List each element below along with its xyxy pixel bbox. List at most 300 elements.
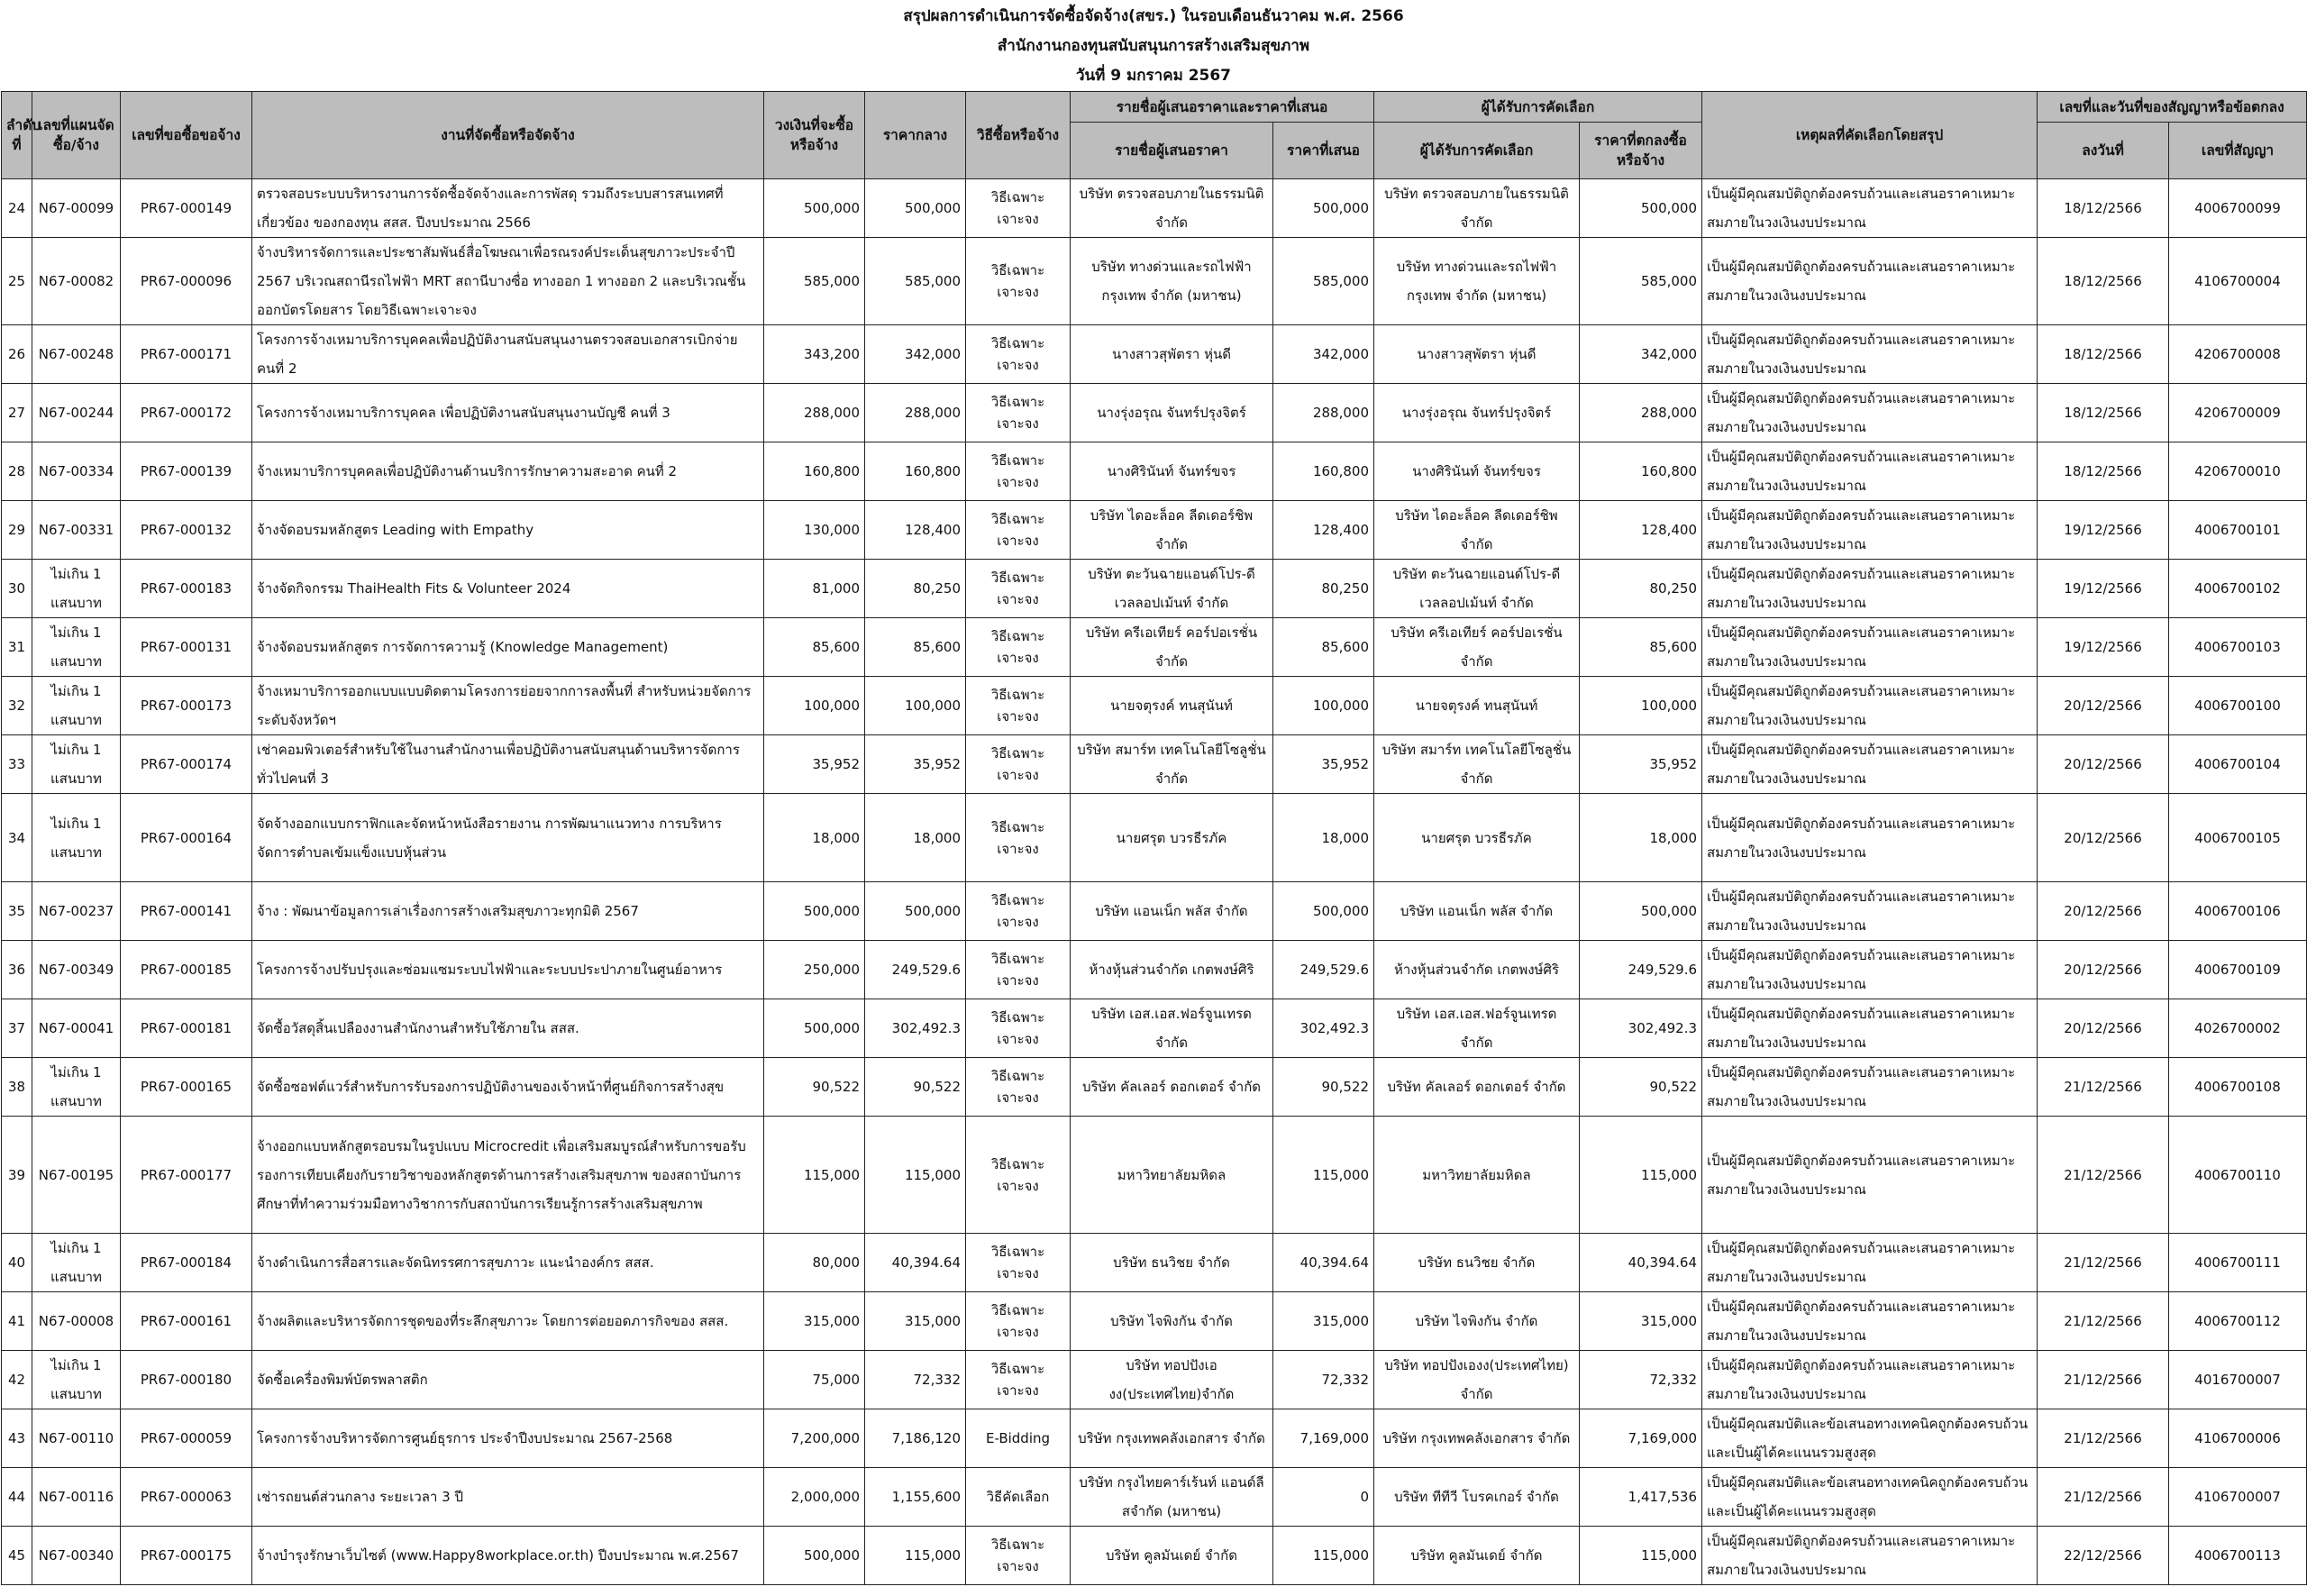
cell-agreed-price: 288,000 (1580, 384, 1702, 442)
cell-pr-no: PR67-000096 (121, 238, 252, 325)
cell-plan-no: N67-00082 (32, 238, 121, 325)
cell-work: จ้างจัดกิจกรรม ThaiHealth Fits & Volunteer 2024 (252, 560, 764, 618)
col-contract-no: เลขที่สัญญา (2169, 123, 2307, 179)
cell-bid-price: 500,000 (1273, 179, 1374, 238)
table-row (2, 1351, 2307, 1409)
cell-contract-no: 4006700104 (2169, 735, 2307, 794)
cell-pr-no: PR67-000141 (121, 882, 252, 941)
cell-pr-no: PR67-000173 (121, 677, 252, 735)
cell-budget: 130,000 (764, 501, 865, 560)
cell-method: วิธีเฉพาะเจาะจง (966, 1234, 1071, 1292)
cell-bid-price: 288,000 (1273, 384, 1374, 442)
cell-budget: 500,000 (764, 882, 865, 941)
cell-contract-date: 20/12/2566 (2038, 941, 2169, 999)
table-row (2, 677, 2307, 735)
cell-bidder-name: นายศรุต บวรธีรภัค (1071, 794, 1273, 882)
cell-plan-no: N67-00195 (32, 1117, 121, 1234)
cell-method: วิธีคัดเลือก (966, 1468, 1071, 1527)
cell-selected-name: นายจตุรงค์ ทนสุนันท์ (1374, 677, 1580, 735)
cell-no: 28 (2, 442, 32, 501)
cell-selected-name: บริษัท คัลเลอร์ ดอกเตอร์ จำกัด (1374, 1058, 1580, 1117)
cell-reason: เป็นผู้มีคุณสมบัติถูกต้องครบถ้วนและเสนอราคาเหมาะสมภายในวงเงินงบประมาณ (1702, 560, 2038, 618)
table-row (2, 735, 2307, 794)
cell-bidder-name: บริษัท สมาร์ท เทคโนโลยีโซลูชั่น จำกัด (1071, 735, 1273, 794)
cell-bidder-name: บริษัท ครีเอเทียร์ คอร์ปอเรชั่น จำกัด (1071, 618, 1273, 677)
table-row (2, 1058, 2307, 1117)
cell-bidder-name: ห้างหุ้นส่วนจำกัด เกตพงษ์ศิริ (1071, 941, 1273, 999)
cell-selected-name: ห้างหุ้นส่วนจำกัด เกตพงษ์ศิริ (1374, 941, 1580, 999)
cell-method: วิธีเฉพาะเจาะจง (966, 1351, 1071, 1409)
cell-agreed-price: 115,000 (1580, 1527, 1702, 1585)
cell-pr-no: PR67-000180 (121, 1351, 252, 1409)
cell-reason: เป็นผู้มีคุณสมบัติถูกต้องครบถ้วนและเสนอราคาเหมาะสมภายในวงเงินงบประมาณ (1702, 1292, 2038, 1351)
cell-selected-name: มหาวิทยาลัยมหิดล (1374, 1117, 1580, 1234)
cell-no: 31 (2, 618, 32, 677)
cell-agreed-price: 500,000 (1580, 882, 1702, 941)
cell-budget: 288,000 (764, 384, 865, 442)
cell-selected-name: บริษัท ทีทีวี โบรคเกอร์ จำกัด (1374, 1468, 1580, 1527)
cell-reason: เป็นผู้มีคุณสมบัติถูกต้องครบถ้วนและเสนอราคาเหมาะสมภายในวงเงินงบประมาณ (1702, 179, 2038, 238)
cell-selected-name: บริษัท ทอปปังเองง(ประเทศไทย) จำกัด (1374, 1351, 1580, 1409)
cell-contract-date: 21/12/2566 (2038, 1292, 2169, 1351)
cell-no: 27 (2, 384, 32, 442)
cell-work: โครงการจ้างปรับปรุงและซ่อมแซมระบบไฟฟ้าและระบบประปาภายในศูนย์อาหาร (252, 941, 764, 999)
cell-method: วิธีเฉพาะเจาะจง (966, 384, 1071, 442)
cell-method: วิธีเฉพาะเจาะจง (966, 238, 1071, 325)
cell-method: E-Bidding (966, 1409, 1071, 1468)
cell-no: 40 (2, 1234, 32, 1292)
cell-budget: 81,000 (764, 560, 865, 618)
cell-contract-no: 4006700100 (2169, 677, 2307, 735)
cell-bidder-name: บริษัท ธนวิชย จำกัด (1071, 1234, 1273, 1292)
cell-reason: เป็นผู้มีคุณสมบัติถูกต้องครบถ้วนและเสนอราคาเหมาะสมภายในวงเงินงบประมาณ (1702, 442, 2038, 501)
document-header (0, 0, 2307, 91)
cell-median-price: 585,000 (865, 238, 966, 325)
cell-work: จ้างเหมาบริการบุคคลเพื่อปฏิบัติงานด้านบริการรักษาความสะอาด คนที่ 2 (252, 442, 764, 501)
table-row (2, 618, 2307, 677)
cell-pr-no: PR67-000184 (121, 1234, 252, 1292)
cell-work: โครงการจ้างเหมาบริการบุคคลเพื่อปฏิบัติงานสนับสนุนงานตรวจสอบเอกสารเบิกจ่าย คนที่ 2 (252, 325, 764, 384)
cell-reason: เป็นผู้มีคุณสมบัติถูกต้องครบถ้วนและเสนอราคาเหมาะสมภายในวงเงินงบประมาณ (1702, 1058, 2038, 1117)
cell-plan-no: ไม่เกิน 1 แสนบาท (32, 560, 121, 618)
cell-bid-price: 18,000 (1273, 794, 1374, 882)
table-row (2, 941, 2307, 999)
cell-median-price: 100,000 (865, 677, 966, 735)
cell-reason: เป็นผู้มีคุณสมบัติถูกต้องครบถ้วนและเสนอราคาเหมาะสมภายในวงเงินงบประมาณ (1702, 999, 2038, 1058)
cell-agreed-price: 80,250 (1580, 560, 1702, 618)
cell-method: วิธีเฉพาะเจาะจง (966, 1292, 1071, 1351)
cell-median-price: 40,394.64 (865, 1234, 966, 1292)
col-bid-price: ราคาที่เสนอ (1273, 123, 1374, 179)
cell-pr-no: PR67-000174 (121, 735, 252, 794)
cell-contract-date: 20/12/2566 (2038, 677, 2169, 735)
cell-work: จ้างออกแบบหลักสูตรอบรมในรูปแบบ Microcredit เพื่อเสริมสมบูรณ์สำหรับการขอรับรองการเทียบเคียงกับรายวิชาของหลักสูตรด้านการสร้างเสริมสุขภาพ ของสถาบันการศึกษาที่ทำความร่วมมือทางวิชาการกับสถาบันการเรียนรู้การสร้างเสริมสุขภาพ (252, 1117, 764, 1234)
cell-bidder-name: นางศิรินันท์ จันทร์ขจร (1071, 442, 1273, 501)
cell-reason: เป็นผู้มีคุณสมบัติถูกต้องครบถ้วนและเสนอราคาเหมาะสมภายในวงเงินงบประมาณ (1702, 941, 2038, 999)
cell-reason: เป็นผู้มีคุณสมบัติและข้อเสนอทางเทคนิคถูกต้องครบถ้วนและเป็นผู้ได้คะแนนรวมสูงสุด (1702, 1468, 2038, 1527)
cell-work: เช่าคอมพิวเตอร์สำหรับใช้ในงานสำนักงานเพื่อปฏิบัติงานสนับสนุนด้านบริหารจัดการทั่วไปคนที่ 3 (252, 735, 764, 794)
col-agreed-price: ราคาที่ตกลงซื้อหรือจ้าง (1580, 123, 1702, 179)
cell-median-price: 115,000 (865, 1117, 966, 1234)
cell-pr-no: PR67-000132 (121, 501, 252, 560)
cell-work: โครงการจ้างเหมาบริการบุคคล เพื่อปฏิบัติงานสนับสนุนงานบัญชี คนที่ 3 (252, 384, 764, 442)
cell-agreed-price: 249,529.6 (1580, 941, 1702, 999)
cell-bid-price: 72,332 (1273, 1351, 1374, 1409)
cell-no: 44 (2, 1468, 32, 1527)
cell-no: 32 (2, 677, 32, 735)
cell-contract-no: 4006700111 (2169, 1234, 2307, 1292)
cell-contract-date: 19/12/2566 (2038, 501, 2169, 560)
cell-budget: 115,000 (764, 1117, 865, 1234)
cell-contract-date: 21/12/2566 (2038, 1409, 2169, 1468)
cell-budget: 160,800 (764, 442, 865, 501)
cell-budget: 500,000 (764, 179, 865, 238)
cell-contract-no: 4006700108 (2169, 1058, 2307, 1117)
cell-pr-no: PR67-000177 (121, 1117, 252, 1234)
cell-method: วิธีเฉพาะเจาะจง (966, 325, 1071, 384)
cell-contract-date: 21/12/2566 (2038, 1117, 2169, 1234)
cell-bidder-name: นายจตุรงค์ ทนสุนันท์ (1071, 677, 1273, 735)
cell-median-price: 315,000 (865, 1292, 966, 1351)
cell-plan-no: ไม่เกิน 1 แสนบาท (32, 1234, 121, 1292)
cell-bid-price: 0 (1273, 1468, 1374, 1527)
cell-contract-date: 18/12/2566 (2038, 238, 2169, 325)
cell-pr-no: PR67-000181 (121, 999, 252, 1058)
table-row (2, 1234, 2307, 1292)
table-header (2, 92, 2307, 179)
document-title: สรุปผลการดำเนินการจัดซื้อจัดจ้าง(สขร.) ในรอบเดือนธันวาคม พ.ศ. 2566 (903, 7, 1404, 25)
cell-median-price: 249,529.6 (865, 941, 966, 999)
cell-agreed-price: 302,492.3 (1580, 999, 1702, 1058)
cell-contract-no: 4006700109 (2169, 941, 2307, 999)
cell-reason: เป็นผู้มีคุณสมบัติถูกต้องครบถ้วนและเสนอราคาเหมาะสมภายในวงเงินงบประมาณ (1702, 325, 2038, 384)
cell-plan-no: N67-00340 (32, 1527, 121, 1585)
cell-no: 37 (2, 999, 32, 1058)
cell-work: จ้างผลิตและบริหารจัดการชุดของที่ระลึกสุขภาวะ โดยการต่อยอดภารกิจของ สสส. (252, 1292, 764, 1351)
cell-no: 43 (2, 1409, 32, 1468)
cell-pr-no: PR67-000059 (121, 1409, 252, 1468)
cell-selected-name: บริษัท กรุงเทพคลังเอกสาร จำกัด (1374, 1409, 1580, 1468)
table-row (2, 560, 2307, 618)
cell-no: 39 (2, 1117, 32, 1234)
cell-plan-no: N67-00237 (32, 882, 121, 941)
cell-bid-price: 315,000 (1273, 1292, 1374, 1351)
table-row (2, 1117, 2307, 1234)
cell-budget: 500,000 (764, 999, 865, 1058)
cell-method: วิธีเฉพาะเจาะจง (966, 794, 1071, 882)
cell-work: จ้างจัดอบรมหลักสูตร การจัดการความรู้ (Knowledge Management) (252, 618, 764, 677)
cell-work: จ้างบำรุงรักษาเว็บไซต์ (www.Happy8workplace.or.th) ปีงบประมาณ พ.ศ.2567 (252, 1527, 764, 1585)
cell-agreed-price: 85,600 (1580, 618, 1702, 677)
cell-method: วิธีเฉพาะเจาะจง (966, 1058, 1071, 1117)
cell-selected-name: นางรุ่งอรุณ จันทร์ปรุงจิตร์ (1374, 384, 1580, 442)
cell-contract-no: 4016700007 (2169, 1351, 2307, 1409)
cell-contract-no: 4206700008 (2169, 325, 2307, 384)
cell-pr-no: PR67-000172 (121, 384, 252, 442)
cell-pr-no: PR67-000185 (121, 941, 252, 999)
cell-median-price: 115,000 (865, 1527, 966, 1585)
cell-selected-name: บริษัท ครีเอเทียร์ คอร์ปอเรชั่น จำกัด (1374, 618, 1580, 677)
cell-contract-no: 4006700102 (2169, 560, 2307, 618)
cell-selected-name: นางสาวสุพัตรา หุ่นดี (1374, 325, 1580, 384)
cell-median-price: 288,000 (865, 384, 966, 442)
cell-agreed-price: 160,800 (1580, 442, 1702, 501)
cell-budget: 85,600 (764, 618, 865, 677)
table-row (2, 384, 2307, 442)
cell-bid-price: 302,492.3 (1273, 999, 1374, 1058)
cell-pr-no: PR67-000171 (121, 325, 252, 384)
table-row (2, 179, 2307, 238)
cell-work: จัดจ้างออกแบบกราฟิกและจัดหน้าหนังสือรายงาน การพัฒนาแนวทาง การบริหารจัดการตำบลเข้มแข็งแบบหุ้นส่วน (252, 794, 764, 882)
cell-method: วิธีเฉพาะเจาะจง (966, 560, 1071, 618)
cell-bidder-name: บริษัท เอส.เอส.ฟอร์จูนเทรด จำกัด (1071, 999, 1273, 1058)
cell-reason: เป็นผู้มีคุณสมบัติถูกต้องครบถ้วนและเสนอราคาเหมาะสมภายในวงเงินงบประมาณ (1702, 501, 2038, 560)
cell-selected-name: บริษัท สมาร์ท เทคโนโลยีโซลูชั่น จำกัด (1374, 735, 1580, 794)
cell-no: 34 (2, 794, 32, 882)
cell-contract-no: 4006700106 (2169, 882, 2307, 941)
cell-agreed-price: 7,169,000 (1580, 1409, 1702, 1468)
cell-plan-no: N67-00244 (32, 384, 121, 442)
cell-selected-name: บริษัท ไจพิงกัน จำกัด (1374, 1292, 1580, 1351)
cell-budget: 90,522 (764, 1058, 865, 1117)
table-row (2, 1292, 2307, 1351)
cell-reason: เป็นผู้มีคุณสมบัติถูกต้องครบถ้วนและเสนอราคาเหมาะสมภายในวงเงินงบประมาณ (1702, 384, 2038, 442)
cell-agreed-price: 315,000 (1580, 1292, 1702, 1351)
cell-plan-no: N67-00041 (32, 999, 121, 1058)
cell-contract-date: 21/12/2566 (2038, 1234, 2169, 1292)
cell-no: 35 (2, 882, 32, 941)
cell-plan-no: N67-00116 (32, 1468, 121, 1527)
cell-budget: 7,200,000 (764, 1409, 865, 1468)
cell-work: จ้างเหมาบริการออกแบบแบบติดตามโครงการย่อยจากการลงพื้นที่ สำหรับหน่วยจัดการระดับจังหวัดฯ (252, 677, 764, 735)
cell-bidder-name: นางสาวสุพัตรา หุ่นดี (1071, 325, 1273, 384)
cell-work: จ้าง : พัฒนาข้อมูลการเล่าเรื่องการสร้างเสริมสุขภาวะทุกมิติ 2567 (252, 882, 764, 941)
col-work: งานที่จัดซื้อหรือจัดจ้าง (252, 92, 764, 179)
document-date: วันที่ 9 มกราคม 2567 (1075, 67, 1232, 85)
cell-selected-name: นางศิรินันท์ จันทร์ขจร (1374, 442, 1580, 501)
cell-work: จัดซื้อซอฟต์แวร์สำหรับการรับรองการปฏิบัติงานของเจ้าหน้าที่ศูนย์กิจการสร้างสุข (252, 1058, 764, 1117)
cell-median-price: 72,332 (865, 1351, 966, 1409)
table-row (2, 501, 2307, 560)
cell-agreed-price: 72,332 (1580, 1351, 1702, 1409)
cell-budget: 2,000,000 (764, 1468, 865, 1527)
cell-bid-price: 80,250 (1273, 560, 1374, 618)
cell-bid-price: 249,529.6 (1273, 941, 1374, 999)
cell-budget: 315,000 (764, 1292, 865, 1351)
cell-plan-no: N67-00008 (32, 1292, 121, 1351)
cell-contract-no: 4006700110 (2169, 1117, 2307, 1234)
cell-method: วิธีเฉพาะเจาะจง (966, 882, 1071, 941)
table-row (2, 442, 2307, 501)
table-row (2, 1468, 2307, 1527)
cell-selected-name: บริษัท ตรวจสอบภายในธรรมนิติ จำกัด (1374, 179, 1580, 238)
cell-bidder-name: บริษัท ไจพิงกัน จำกัด (1071, 1292, 1273, 1351)
col-contract-date: ลงวันที่ (2038, 123, 2169, 179)
cell-median-price: 80,250 (865, 560, 966, 618)
col-bidder-name: รายชื่อผู้เสนอราคา (1071, 123, 1273, 179)
cell-bidder-name: บริษัท แอนเน็ก พลัส จำกัด (1071, 882, 1273, 941)
cell-selected-name: บริษัท ไดอะล็อค ลีดเดอร์ชิพ จำกัด (1374, 501, 1580, 560)
cell-median-price: 160,800 (865, 442, 966, 501)
cell-plan-no: ไม่เกิน 1 แสนบาท (32, 1351, 121, 1409)
table-row (2, 794, 2307, 882)
cell-work: จัดซื้อวัสดุสิ้นเปลืองงานสำนักงานสำหรับใช้ภายใน สสส. (252, 999, 764, 1058)
cell-work: จัดซื้อเครื่องพิมพ์บัตรพลาสติก (252, 1351, 764, 1409)
cell-agreed-price: 342,000 (1580, 325, 1702, 384)
cell-reason: เป็นผู้มีคุณสมบัติถูกต้องครบถ้วนและเสนอราคาเหมาะสมภายในวงเงินงบประมาณ (1702, 618, 2038, 677)
cell-median-price: 7,186,120 (865, 1409, 966, 1468)
cell-contract-no: 4006700113 (2169, 1527, 2307, 1585)
cell-agreed-price: 128,400 (1580, 501, 1702, 560)
cell-agreed-price: 35,952 (1580, 735, 1702, 794)
cell-bid-price: 90,522 (1273, 1058, 1374, 1117)
cell-contract-no: 4006700099 (2169, 179, 2307, 238)
cell-reason: เป็นผู้มีคุณสมบัติถูกต้องครบถ้วนและเสนอราคาเหมาะสมภายในวงเงินงบประมาณ (1702, 794, 2038, 882)
cell-median-price: 500,000 (865, 882, 966, 941)
cell-contract-no: 4006700101 (2169, 501, 2307, 560)
cell-selected-name: บริษัท ทางด่วนและรถไฟฟ้ากรุงเทพ จำกัด (มหาชน) (1374, 238, 1580, 325)
cell-reason: เป็นผู้มีคุณสมบัติถูกต้องครบถ้วนและเสนอราคาเหมาะสมภายในวงเงินงบประมาณ (1702, 882, 2038, 941)
cell-contract-date: 20/12/2566 (2038, 735, 2169, 794)
cell-method: วิธีเฉพาะเจาะจง (966, 1527, 1071, 1585)
cell-budget: 35,952 (764, 735, 865, 794)
cell-agreed-price: 40,394.64 (1580, 1234, 1702, 1292)
col-method: วิธีซื้อหรือจ้าง (966, 92, 1071, 179)
cell-contract-date: 19/12/2566 (2038, 618, 2169, 677)
cell-median-price: 128,400 (865, 501, 966, 560)
cell-reason: เป็นผู้มีคุณสมบัติถูกต้องครบถ้วนและเสนอราคาเหมาะสมภายในวงเงินงบประมาณ (1702, 735, 2038, 794)
cell-reason: เป็นผู้มีคุณสมบัติถูกต้องครบถ้วนและเสนอราคาเหมาะสมภายในวงเงินงบประมาณ (1702, 677, 2038, 735)
cell-plan-no: N67-00099 (32, 179, 121, 238)
cell-pr-no: PR67-000131 (121, 618, 252, 677)
cell-contract-no: 4026700002 (2169, 999, 2307, 1058)
cell-bidder-name: บริษัท กรุงไทยคาร์เร้นท์ แอนด์ลีสจำกัด (มหาชน) (1071, 1468, 1273, 1527)
cell-bid-price: 40,394.64 (1273, 1234, 1374, 1292)
table-row (2, 1527, 2307, 1585)
col-budget: วงเงินที่จะซื้อหรือจ้าง (764, 92, 865, 179)
cell-agreed-price: 90,522 (1580, 1058, 1702, 1117)
cell-plan-no: N67-00334 (32, 442, 121, 501)
cell-budget: 250,000 (764, 941, 865, 999)
cell-method: วิธีเฉพาะเจาะจง (966, 179, 1071, 238)
table-row (2, 1409, 2307, 1468)
col-selected-group: ผู้ได้รับการคัดเลือก (1374, 92, 1702, 123)
col-no: ลำดับที่ (2, 92, 32, 179)
cell-contract-date: 21/12/2566 (2038, 1468, 2169, 1527)
cell-median-price: 500,000 (865, 179, 966, 238)
cell-selected-name: บริษัท คูลมันเดย์ จำกัด (1374, 1527, 1580, 1585)
cell-bidder-name: บริษัท คูลมันเดย์ จำกัด (1071, 1527, 1273, 1585)
cell-method: วิธีเฉพาะเจาะจง (966, 735, 1071, 794)
cell-no: 29 (2, 501, 32, 560)
cell-bid-price: 160,800 (1273, 442, 1374, 501)
cell-bid-price: 115,000 (1273, 1527, 1374, 1585)
cell-contract-date: 18/12/2566 (2038, 325, 2169, 384)
cell-reason: เป็นผู้มีคุณสมบัติถูกต้องครบถ้วนและเสนอราคาเหมาะสมภายในวงเงินงบประมาณ (1702, 1527, 2038, 1585)
cell-contract-no: 4206700010 (2169, 442, 2307, 501)
cell-median-price: 90,522 (865, 1058, 966, 1117)
col-contract-group: เลขที่และวันที่ของสัญญาหรือข้อตกลง (2038, 92, 2307, 123)
cell-plan-no: ไม่เกิน 1 แสนบาท (32, 1058, 121, 1117)
col-plan-no: เลขที่แผนจัดซื้อ/จ้าง (32, 92, 121, 179)
table-row (2, 999, 2307, 1058)
procurement-table (1, 91, 2307, 1585)
cell-bidder-name: บริษัท ทอปปังเองง(ประเทศไทย)จำกัด (1071, 1351, 1273, 1409)
cell-contract-no: 4006700112 (2169, 1292, 2307, 1351)
table-row (2, 325, 2307, 384)
cell-reason: เป็นผู้มีคุณสมบัติและข้อเสนอทางเทคนิคถูกต้องครบถ้วนและเป็นผู้ได้คะแนนรวมสูงสุด (1702, 1409, 2038, 1468)
cell-selected-name: บริษัท แอนเน็ก พลัส จำกัด (1374, 882, 1580, 941)
cell-plan-no: N67-00349 (32, 941, 121, 999)
cell-pr-no: PR67-000175 (121, 1527, 252, 1585)
cell-plan-no: ไม่เกิน 1 แสนบาท (32, 794, 121, 882)
cell-no: 36 (2, 941, 32, 999)
cell-contract-no: 4106700006 (2169, 1409, 2307, 1468)
cell-plan-no: ไม่เกิน 1 แสนบาท (32, 677, 121, 735)
cell-contract-no: 4206700009 (2169, 384, 2307, 442)
cell-reason: เป็นผู้มีคุณสมบัติถูกต้องครบถ้วนและเสนอราคาเหมาะสมภายในวงเงินงบประมาณ (1702, 1117, 2038, 1234)
cell-selected-name: บริษัท เอส.เอส.ฟอร์จูนเทรด จำกัด (1374, 999, 1580, 1058)
cell-contract-date: 22/12/2566 (2038, 1527, 2169, 1585)
cell-method: วิธีเฉพาะเจาะจง (966, 941, 1071, 999)
cell-pr-no: PR67-000139 (121, 442, 252, 501)
col-bidders-group: รายชื่อผู้เสนอราคาและราคาที่เสนอ (1071, 92, 1374, 123)
cell-bid-price: 85,600 (1273, 618, 1374, 677)
table-row (2, 882, 2307, 941)
cell-selected-name: นายศรุต บวรธีรภัค (1374, 794, 1580, 882)
cell-budget: 75,000 (764, 1351, 865, 1409)
cell-contract-no: 4106700004 (2169, 238, 2307, 325)
cell-bid-price: 128,400 (1273, 501, 1374, 560)
col-selected-name: ผู้ได้รับการคัดเลือก (1374, 123, 1580, 179)
cell-agreed-price: 500,000 (1580, 179, 1702, 238)
cell-contract-date: 21/12/2566 (2038, 1058, 2169, 1117)
cell-pr-no: PR67-000164 (121, 794, 252, 882)
cell-contract-date: 18/12/2566 (2038, 442, 2169, 501)
col-reason: เหตุผลที่คัดเลือกโดยสรุป (1702, 92, 2038, 179)
cell-contract-date: 18/12/2566 (2038, 384, 2169, 442)
cell-bid-price: 100,000 (1273, 677, 1374, 735)
col-pr-no: เลขที่ขอซื้อขอจ้าง (121, 92, 252, 179)
cell-work: จ้างจัดอบรมหลักสูตร Leading with Empathy (252, 501, 764, 560)
cell-bidder-name: บริษัท ตรวจสอบภายในธรรมนิติ จำกัด (1071, 179, 1273, 238)
cell-plan-no: N67-00331 (32, 501, 121, 560)
cell-bidder-name: บริษัท ไดอะล็อค ลีดเดอร์ชิพ จำกัด (1071, 501, 1273, 560)
cell-contract-no: 4106700007 (2169, 1468, 2307, 1527)
cell-contract-date: 18/12/2566 (2038, 179, 2169, 238)
cell-bid-price: 35,952 (1273, 735, 1374, 794)
cell-work: จ้างดำเนินการสื่อสารและจัดนิทรรศการสุขภาวะ แนะนำองค์กร สสส. (252, 1234, 764, 1292)
cell-bid-price: 342,000 (1273, 325, 1374, 384)
cell-median-price: 302,492.3 (865, 999, 966, 1058)
cell-method: วิธีเฉพาะเจาะจง (966, 501, 1071, 560)
cell-budget: 80,000 (764, 1234, 865, 1292)
cell-bid-price: 585,000 (1273, 238, 1374, 325)
cell-no: 38 (2, 1058, 32, 1117)
cell-plan-no: ไม่เกิน 1 แสนบาท (32, 618, 121, 677)
cell-no: 25 (2, 238, 32, 325)
cell-agreed-price: 18,000 (1580, 794, 1702, 882)
cell-selected-name: บริษัท ธนวิชย จำกัด (1374, 1234, 1580, 1292)
cell-budget: 18,000 (764, 794, 865, 882)
cell-plan-no: N67-00110 (32, 1409, 121, 1468)
cell-budget: 585,000 (764, 238, 865, 325)
cell-pr-no: PR67-000149 (121, 179, 252, 238)
cell-selected-name: บริษัท ตะวันฉายแอนด์โปร-ดีเวลลอปเม้นท์ จำกัด (1374, 560, 1580, 618)
cell-work: ตรวจสอบระบบบริหารงานการจัดซื้อจัดจ้างและการพัสดุ รวมถึงระบบสารสนเทศที่เกี่ยวข้อง ของกองทุน สสส. ปีงบประมาณ 2566 (252, 179, 764, 238)
cell-median-price: 35,952 (865, 735, 966, 794)
cell-contract-date: 20/12/2566 (2038, 999, 2169, 1058)
